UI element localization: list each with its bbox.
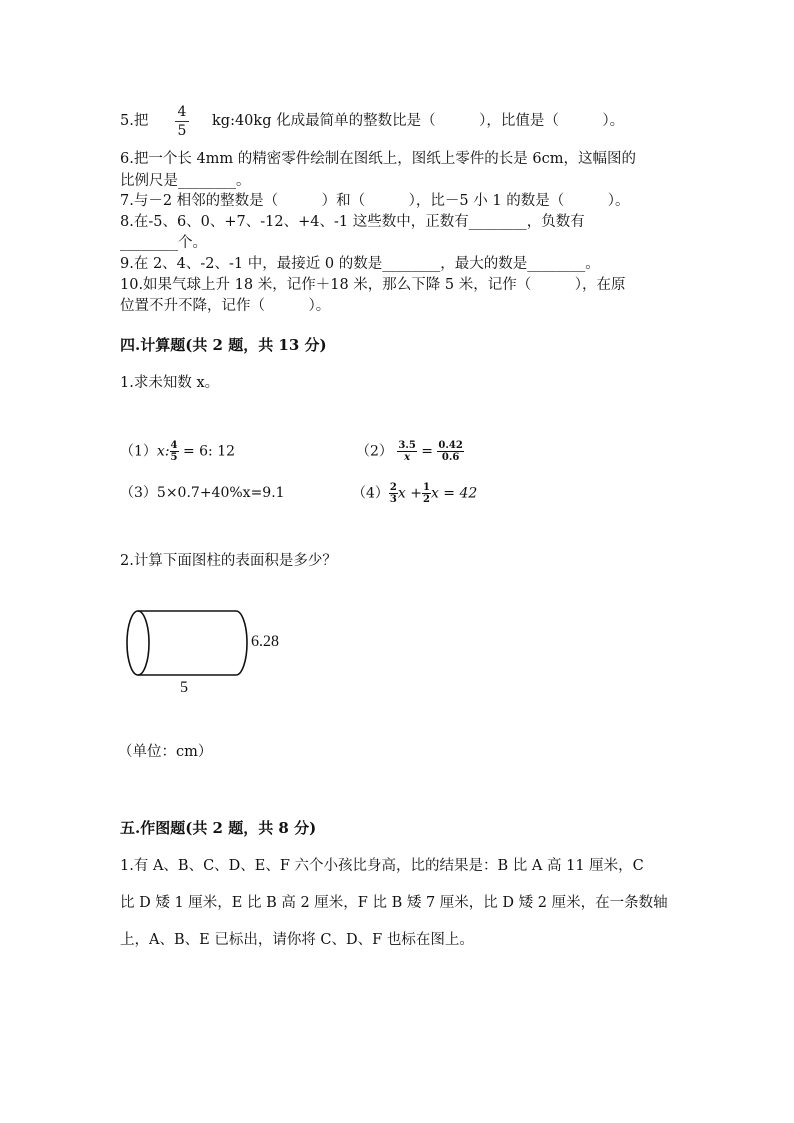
eq3	[120, 484, 285, 502]
eq4-label: （4）	[352, 485, 389, 502]
cylinder-bottom-label: 5	[180, 679, 188, 696]
section4-title: 四.计算题(共 2 题，共 13 分)	[120, 336, 327, 354]
eq4-f1-num: 2	[389, 482, 397, 493]
q5-fraction-numerator: 4	[177, 104, 187, 120]
section5-q1-line3: 上，A、B、E 已标出，请你将 C、D、F 也标在图上。	[120, 932, 474, 948]
eq1-fraction-den: 5	[170, 452, 178, 463]
q8-line1: 8.在-5、6、0、+7、-12、+4、-1 这些数中，正数有________，负数有	[120, 214, 585, 230]
eq1-rhs: = 6: 12	[182, 443, 236, 460]
cylinder-left-end	[127, 611, 149, 675]
eq3-label: （3）	[120, 485, 157, 501]
q9: 9.在 2、4、-2、-1 中，最接近 0 的数是________，最大的数是________。	[120, 256, 600, 272]
eq2-equals: =	[421, 443, 433, 460]
section4-q2-title: 2.计算下面图柱的表面积是多少？	[120, 553, 337, 569]
eq1-lhs: x:	[156, 443, 170, 460]
section5-q1-line1: 1.有 A、B、C、D、E、F 六个小孩比身高，比的结果是：B 比 A 高 11 厘米，C	[120, 858, 644, 874]
eq4-fraction2	[422, 482, 431, 505]
eq4-f1-den: 3	[389, 494, 397, 505]
q7: 7.与－2 相邻的整数是（ ）和（ ），比－5 小 1 的数是（ ）。	[120, 193, 630, 209]
eq4-end: x = 42	[430, 485, 478, 502]
cylinder-right-end	[236, 611, 247, 675]
q5-suffix: kg:40kg 化成最简单的整数比是（ ），比值是（ ）。	[212, 113, 625, 129]
section5-title: 五.作图题(共 2 题，共 8 分)	[120, 819, 317, 837]
eq2-lhs-fraction	[397, 440, 416, 463]
eq2-rhs-fraction	[437, 440, 463, 463]
q5-fraction-bar	[175, 121, 189, 122]
section5-q1-line2: 比 D 矮 1 厘米，E 比 B 高 2 厘米，F 比 B 矮 7 厘米，比 D 矮 2 厘米，在一条数轴	[120, 895, 668, 911]
q6-line2: 比例尺是________。	[120, 173, 251, 189]
eq4-mid: x +	[397, 485, 422, 502]
eq2-lhs-den: x	[404, 452, 411, 463]
q10-line1: 10.如果气球上升 18 米，记作＋18 米，那么下降 5 米，记作（ ），在原	[120, 277, 626, 293]
q10-line2: 位置不升不降，记作（ ）。	[120, 298, 331, 314]
q8-line2: ________个。	[120, 235, 207, 251]
eq2-rhs-num: 0.42	[438, 440, 463, 451]
eq4-f2-num: 1	[422, 482, 430, 493]
eq2-rhs-den: 0.6	[441, 452, 460, 463]
eq4-f2-den: 2	[422, 494, 430, 505]
q5-fraction-denominator: 5	[177, 123, 187, 139]
eq1-fraction	[170, 440, 179, 463]
eq4	[352, 482, 477, 505]
q5-prefix: 5.把	[120, 113, 149, 129]
eq2	[356, 440, 464, 463]
eq1-label: （1）	[120, 443, 157, 460]
section4-q1-title: 1.求未知数 x。	[120, 375, 220, 391]
eq1	[120, 440, 235, 463]
eq2-lhs-num: 3.5	[398, 440, 416, 451]
eq3-text: 5×0.7+40%x=9.1	[156, 485, 285, 501]
cylinder-side-label: 6.28	[251, 633, 279, 650]
eq4-fraction1	[389, 482, 398, 505]
unit-note: （单位：cm）	[118, 744, 213, 760]
eq2-label: （2）	[356, 443, 393, 460]
eq1-fraction-num: 4	[170, 440, 178, 451]
cylinder-figure	[115, 600, 315, 710]
q6-line1: 6.把一个长 4mm 的精密零件绘制在图纸上，图纸上零件的长是 6cm，这幅图的	[120, 151, 636, 167]
